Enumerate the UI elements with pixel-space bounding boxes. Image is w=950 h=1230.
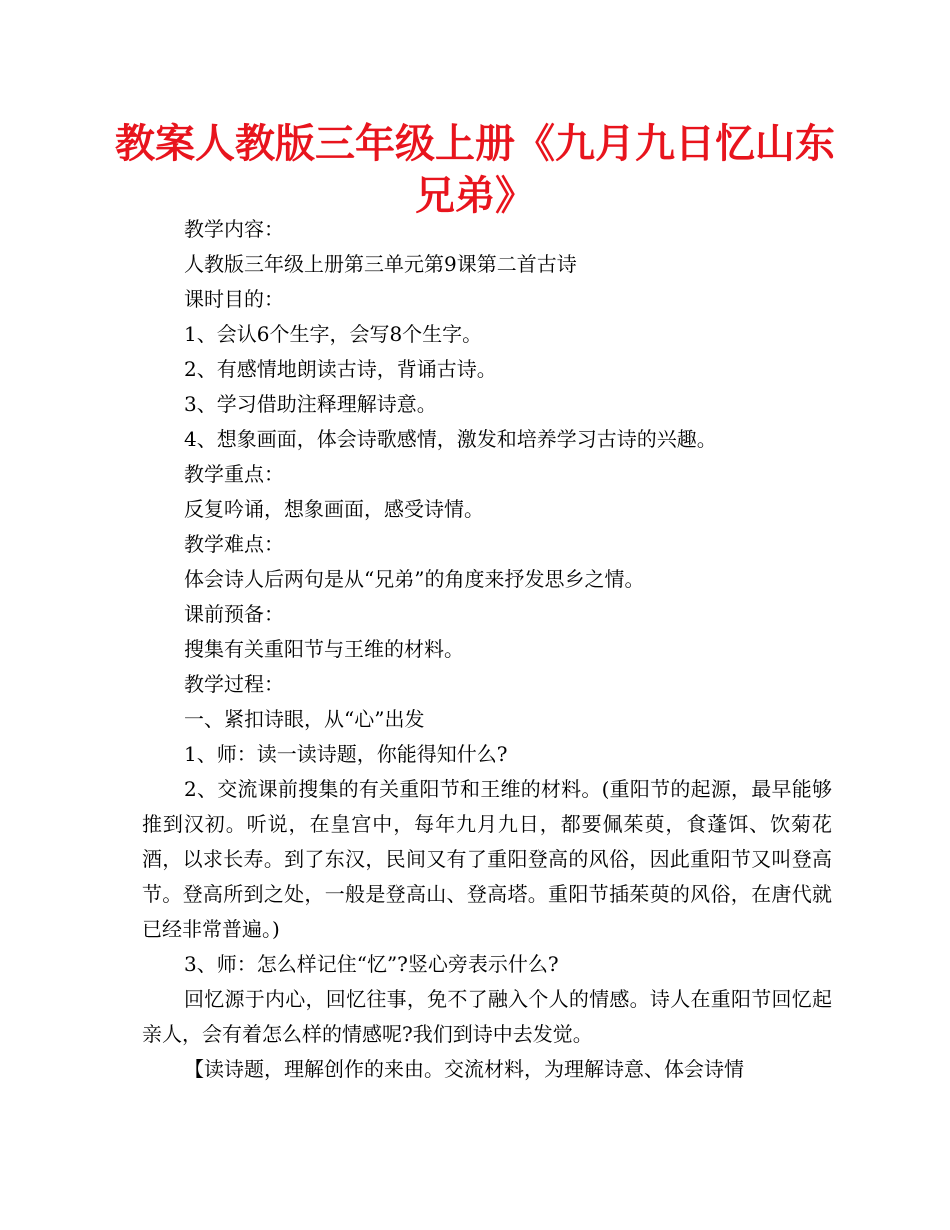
objective-item-3: 3、学习借助注释理解诗意。 xyxy=(184,392,437,416)
title-line-1: 教案人教版三年级上册《九月九日忆山东 xyxy=(115,121,835,167)
paragraph-note: 【读诗题，理解创作的来由。交流材料，为理解诗意、体会诗情 xyxy=(184,1057,744,1081)
process-item-2: 2、交流课前搜集的有关重阳节和王维的材料。(重阳节的起源，最早能够推到汉初。听说，在皇宫中，每年九月九日，都要佩茱萸，食蓬饵、饮菊花酒，以求长寿。到了东汉，民间又有了重阳登高的风俗，因此重阳节又叫登高节。登高所到之处，一般是登高山、登高塔。重阳节插茱萸的风俗，在唐代就已经非常普遍。) xyxy=(142,777,832,941)
objective-item-2: 2、有感情地朗读古诗，背诵古诗。 xyxy=(184,357,497,381)
paragraph-preparation: 搜集有关重阳节与王维的材料。 xyxy=(184,637,464,661)
section-heading-preparation: 课前预备： xyxy=(184,602,284,626)
section-heading-difficulties: 教学难点： xyxy=(184,532,284,556)
document-title xyxy=(0,118,950,222)
document-body xyxy=(142,212,832,1087)
process-item-3: 3、师：怎么样记住“忆”?竖心旁表示什么? xyxy=(184,952,559,976)
section-heading-process: 教学过程： xyxy=(184,672,284,696)
objective-item-1: 1、会认6个生字，会写8个生字。 xyxy=(184,322,483,346)
paragraph-difficulties: 体会诗人后两句是从“兄弟”的角度来抒发思乡之情。 xyxy=(184,567,645,591)
section-heading-objectives: 课时目的： xyxy=(184,287,284,311)
paragraph-recall: 回忆源于内心，回忆往事，免不了融入个人的情感。诗人在重阳节回忆起亲人，会有着怎么样的情感呢?我们到诗中去发觉。 xyxy=(142,987,832,1046)
process-step-heading-1: 一、紧扣诗眼，从“心”出发 xyxy=(184,707,425,731)
title-line-2: 兄弟》 xyxy=(415,173,535,219)
section-heading-content: 教学内容： xyxy=(184,217,284,241)
process-item-1: 1、师：读一读诗题，你能得知什么? xyxy=(184,742,508,766)
objective-item-4: 4、想象画面，体会诗歌感情，激发和培养学习古诗的兴趣。 xyxy=(184,427,717,451)
paragraph-key-points: 反复吟诵，想象画面，感受诗情。 xyxy=(184,497,484,521)
paragraph-content: 人教版三年级上册第三单元第9课第二首古诗 xyxy=(184,252,577,276)
section-heading-key-points: 教学重点： xyxy=(184,462,284,486)
